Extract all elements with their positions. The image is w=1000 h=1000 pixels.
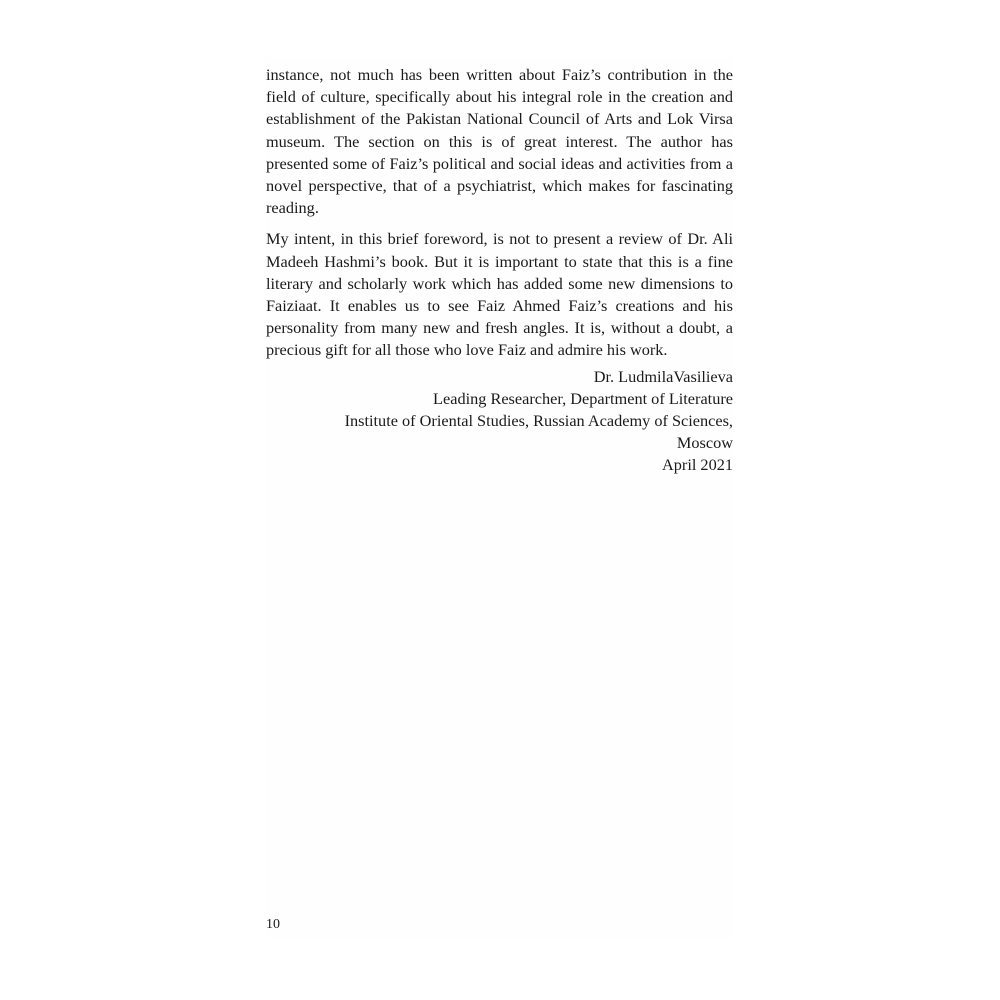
signature-city: Moscow: [676, 433, 733, 453]
paragraph-2: My intent, in this brief foreword, is not to present a review of Dr. Ali Madeeh Hashmi’s book. But it is important to state that this is a fine literary and scholarly work which has added some new dimensions to Faiziaat. It enables us to see Faiz Ahmed Faiz’s creations and his personality from many new and fresh angles. It is, without a doubt, a precious gift for all those who love Faiz and admire his work.: [266, 229, 733, 360]
page-number: 10: [266, 917, 280, 932]
paragraph-1: instance, not much has been written about Faiz’s contribution in the field of culture, specifically about his integral role in the creation and establishment of the Pakistan National Council of Arts and Lok Virsa museum. The section on this is of great interest. The author has presented some of Faiz’s political and social ideas and activities from a novel perspective, that of a psychiatrist, which makes for fascinating reading.: [266, 65, 733, 218]
signature-block: [266, 366, 733, 477]
signature-position: Leading Researcher, Department of Literature: [433, 388, 733, 408]
foreword-text: [266, 64, 733, 477]
signature-institute: Institute of Oriental Studies, Russian Academy of Sciences,: [344, 411, 733, 431]
signature-name: Dr. LudmilaVasilieva: [593, 366, 733, 386]
signature-date: April 2021: [662, 455, 733, 475]
